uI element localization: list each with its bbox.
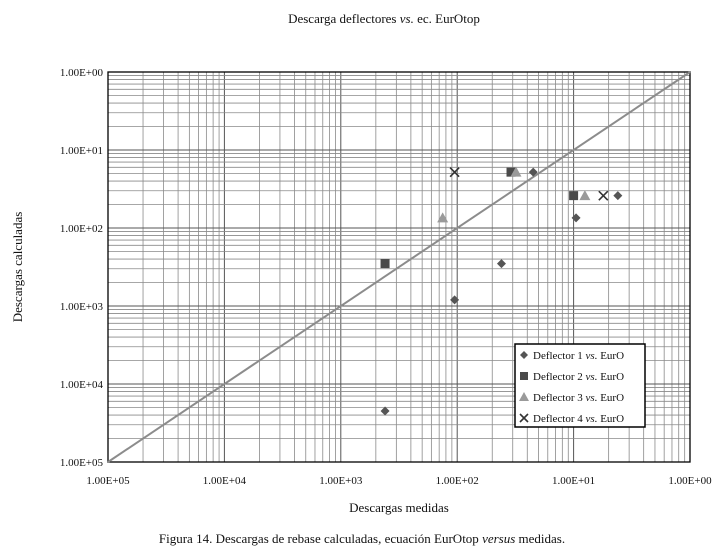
legend-marker-2 [520,372,528,380]
y-tick-label: 1.00E+01 [59,145,103,157]
legend-label-1 [533,350,624,362]
y-tick-label: 1.00E+04 [59,379,103,391]
legend-label-3 [533,392,624,404]
legend-label-2 [533,371,624,383]
point-diamond-series-1 [450,295,459,304]
x-tick-label: 1.00E+03 [319,475,363,487]
x-tick-label: 1.00E+04 [202,475,246,487]
point-diamond-series-1 [572,213,581,222]
y-tick-label: 1.00E+02 [59,223,103,235]
legend [515,344,645,427]
point-cross-series-4 [599,191,608,200]
legend-label-suffix: EurO [597,350,625,362]
figure-caption: Figura 14. Descargas de rebase calculadas, ecuación EurOtop versus medidas. [158,531,566,546]
legend-label-vs: vs. [585,371,598,383]
point-square-series-2 [569,191,578,200]
point-diamond-series-1 [613,191,622,200]
y-axis-label: Descargas calculadas [10,211,25,323]
legend-label-4 [533,413,624,425]
point-triangle-series-3 [579,190,590,200]
x-axis-label: Descargas medidas [349,500,449,515]
legend-label-vs: vs. [585,350,598,362]
x-tick-label: 1.00E+05 [86,475,130,487]
x-tick-label: 1.00E+02 [435,475,479,487]
legend-label-prefix: Deflector 3 [533,392,586,404]
chart-title: Descarga deflectores vs. ec. EurOtop [288,11,480,26]
point-diamond-series-1 [497,259,506,268]
legend-label-prefix: Deflector 4 [533,413,586,425]
legend-label-prefix: Deflector 1 [533,350,586,362]
point-square-series-2 [381,259,390,268]
y-tick-label: 1.00E+05 [59,457,103,469]
legend-label-suffix: EurO [597,392,625,404]
legend-label-vs: vs. [585,413,598,425]
x-tick-label: 1.00E+01 [552,475,596,487]
legend-label-vs: vs. [585,392,598,404]
point-diamond-series-1 [381,407,390,416]
y-tick-label: 1.00E+03 [59,301,103,313]
legend-label-suffix: EurO [597,413,625,425]
x-tick-labels [86,475,712,487]
legend-label-prefix: Deflector 2 [533,371,586,383]
y-tick-label: 1.00E+00 [59,67,103,79]
legend-label-suffix: EurO [597,371,625,383]
y-tick-labels [60,67,104,469]
point-cross-series-4 [450,168,459,177]
x-tick-label: 1.00E+00 [668,475,712,487]
